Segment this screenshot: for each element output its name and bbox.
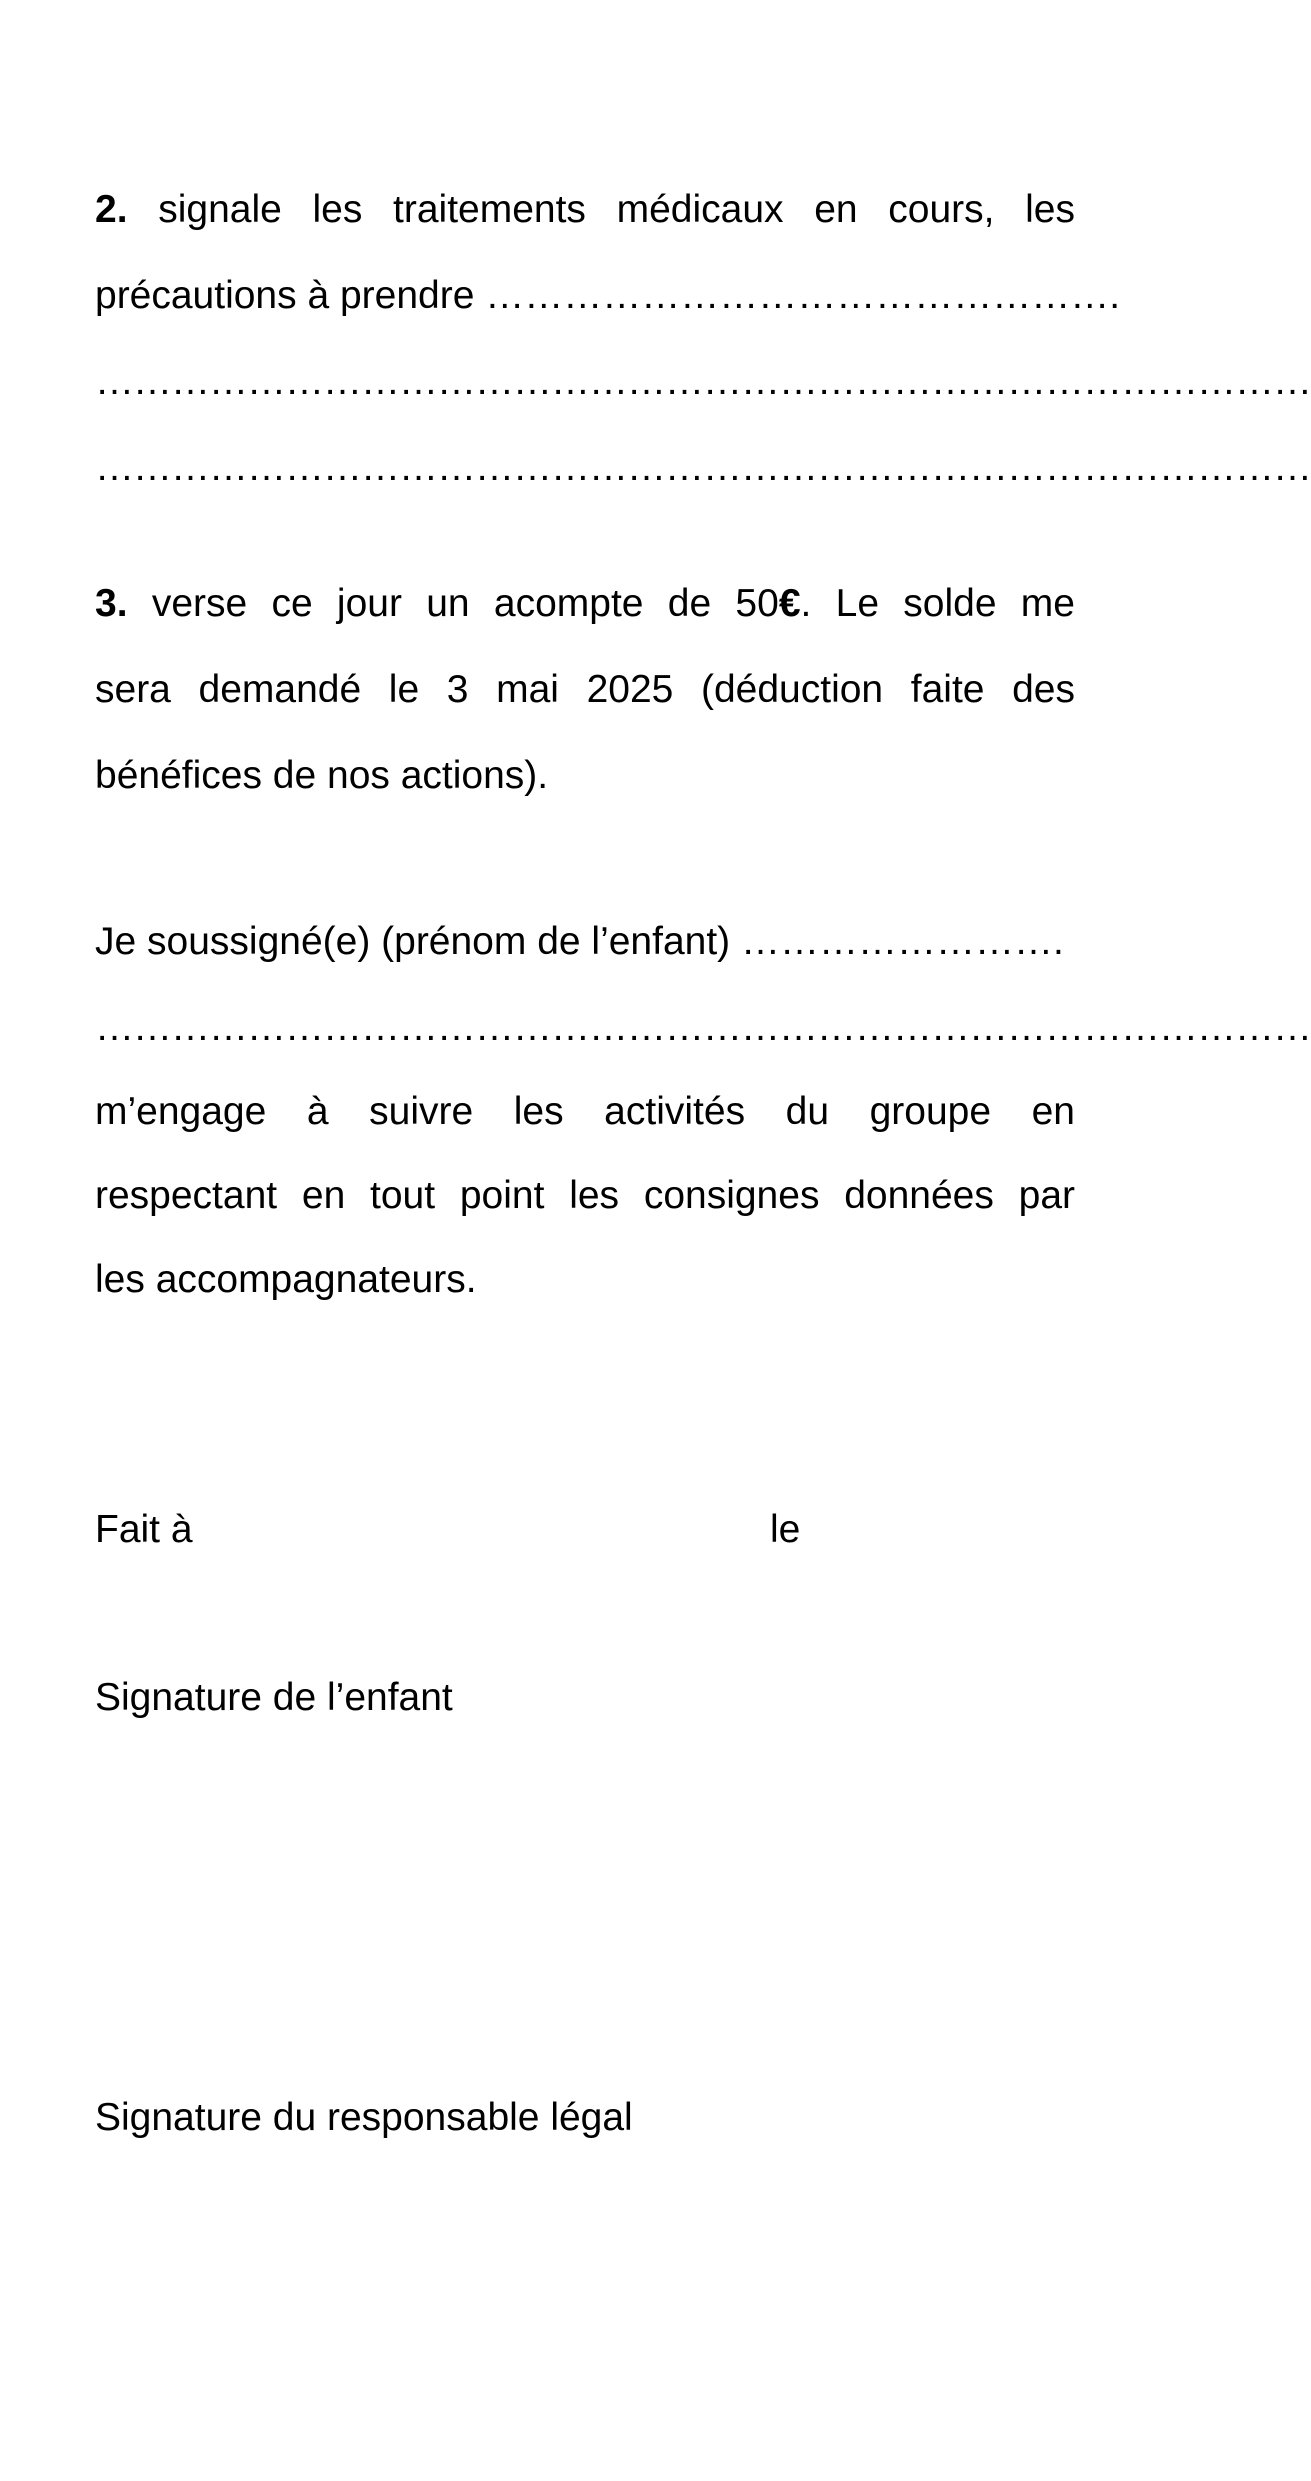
- engagement-text-5: les accompagnateurs.: [95, 1258, 477, 1301]
- section3-number: 3.: [95, 582, 128, 625]
- engagement-text-4: respectant en tout point les consignes données par: [95, 1174, 1075, 1217]
- section2-text-1: signale les traitements médicaux en cours, les: [158, 188, 1075, 231]
- section2-dots-1: ……………………………………………………………………………………: [95, 360, 1311, 403]
- engagement-line4: [95, 1172, 1075, 1220]
- fait-a-label: Fait à: [95, 1508, 193, 1551]
- engagement-line5: [95, 1256, 1075, 1304]
- section3-line1: [95, 580, 1075, 628]
- engagement-dotted-line[interactable]: [95, 1004, 1311, 1052]
- guardian-signature-text: Signature du responsable légal: [95, 2096, 633, 2139]
- engagement-line1[interactable]: [95, 918, 1075, 966]
- form-page: [95, 0, 1311, 2481]
- guardian-signature-label: [95, 2094, 1075, 2142]
- section2-line1: [95, 186, 1075, 234]
- child-signature-label: [95, 1674, 1075, 1722]
- engagement-line3: [95, 1088, 1075, 1136]
- section3-text-3: bénéfices de nos actions).: [95, 754, 549, 797]
- section2-line2: [95, 272, 1121, 320]
- section2-dots-2: ……………………………………………………………………………………: [95, 446, 1311, 489]
- section2-dotted-line-1[interactable]: [95, 358, 1311, 406]
- section3-text-1b: . Le solde me: [800, 582, 1075, 625]
- place-date-line: [95, 1506, 1075, 1554]
- section3-line2: [95, 666, 1075, 714]
- section2-dotted-line-2[interactable]: [95, 444, 1311, 492]
- section3-text-2: sera demandé le 3 mai 2025 (déduction faite des: [95, 668, 1075, 711]
- section3-line3: [95, 752, 1075, 800]
- section2-number: 2.: [95, 188, 128, 231]
- engagement-dots: ……………………………………………………………………………………: [95, 1006, 1311, 1049]
- child-signature-text: Signature de l’enfant: [95, 1676, 453, 1719]
- section2-text-2: précautions à prendre ………………………………………….: [95, 274, 1121, 317]
- euro-symbol: €: [778, 582, 801, 625]
- engagement-text-3: m’engage à suivre les activités du groupe en: [95, 1090, 1075, 1133]
- section3-text-1a: verse ce jour un acompte de 50: [151, 582, 779, 625]
- le-label: le: [770, 1508, 801, 1551]
- engagement-text-1: Je soussigné(e) (prénom de l’enfant) …………………….: [95, 920, 1064, 963]
